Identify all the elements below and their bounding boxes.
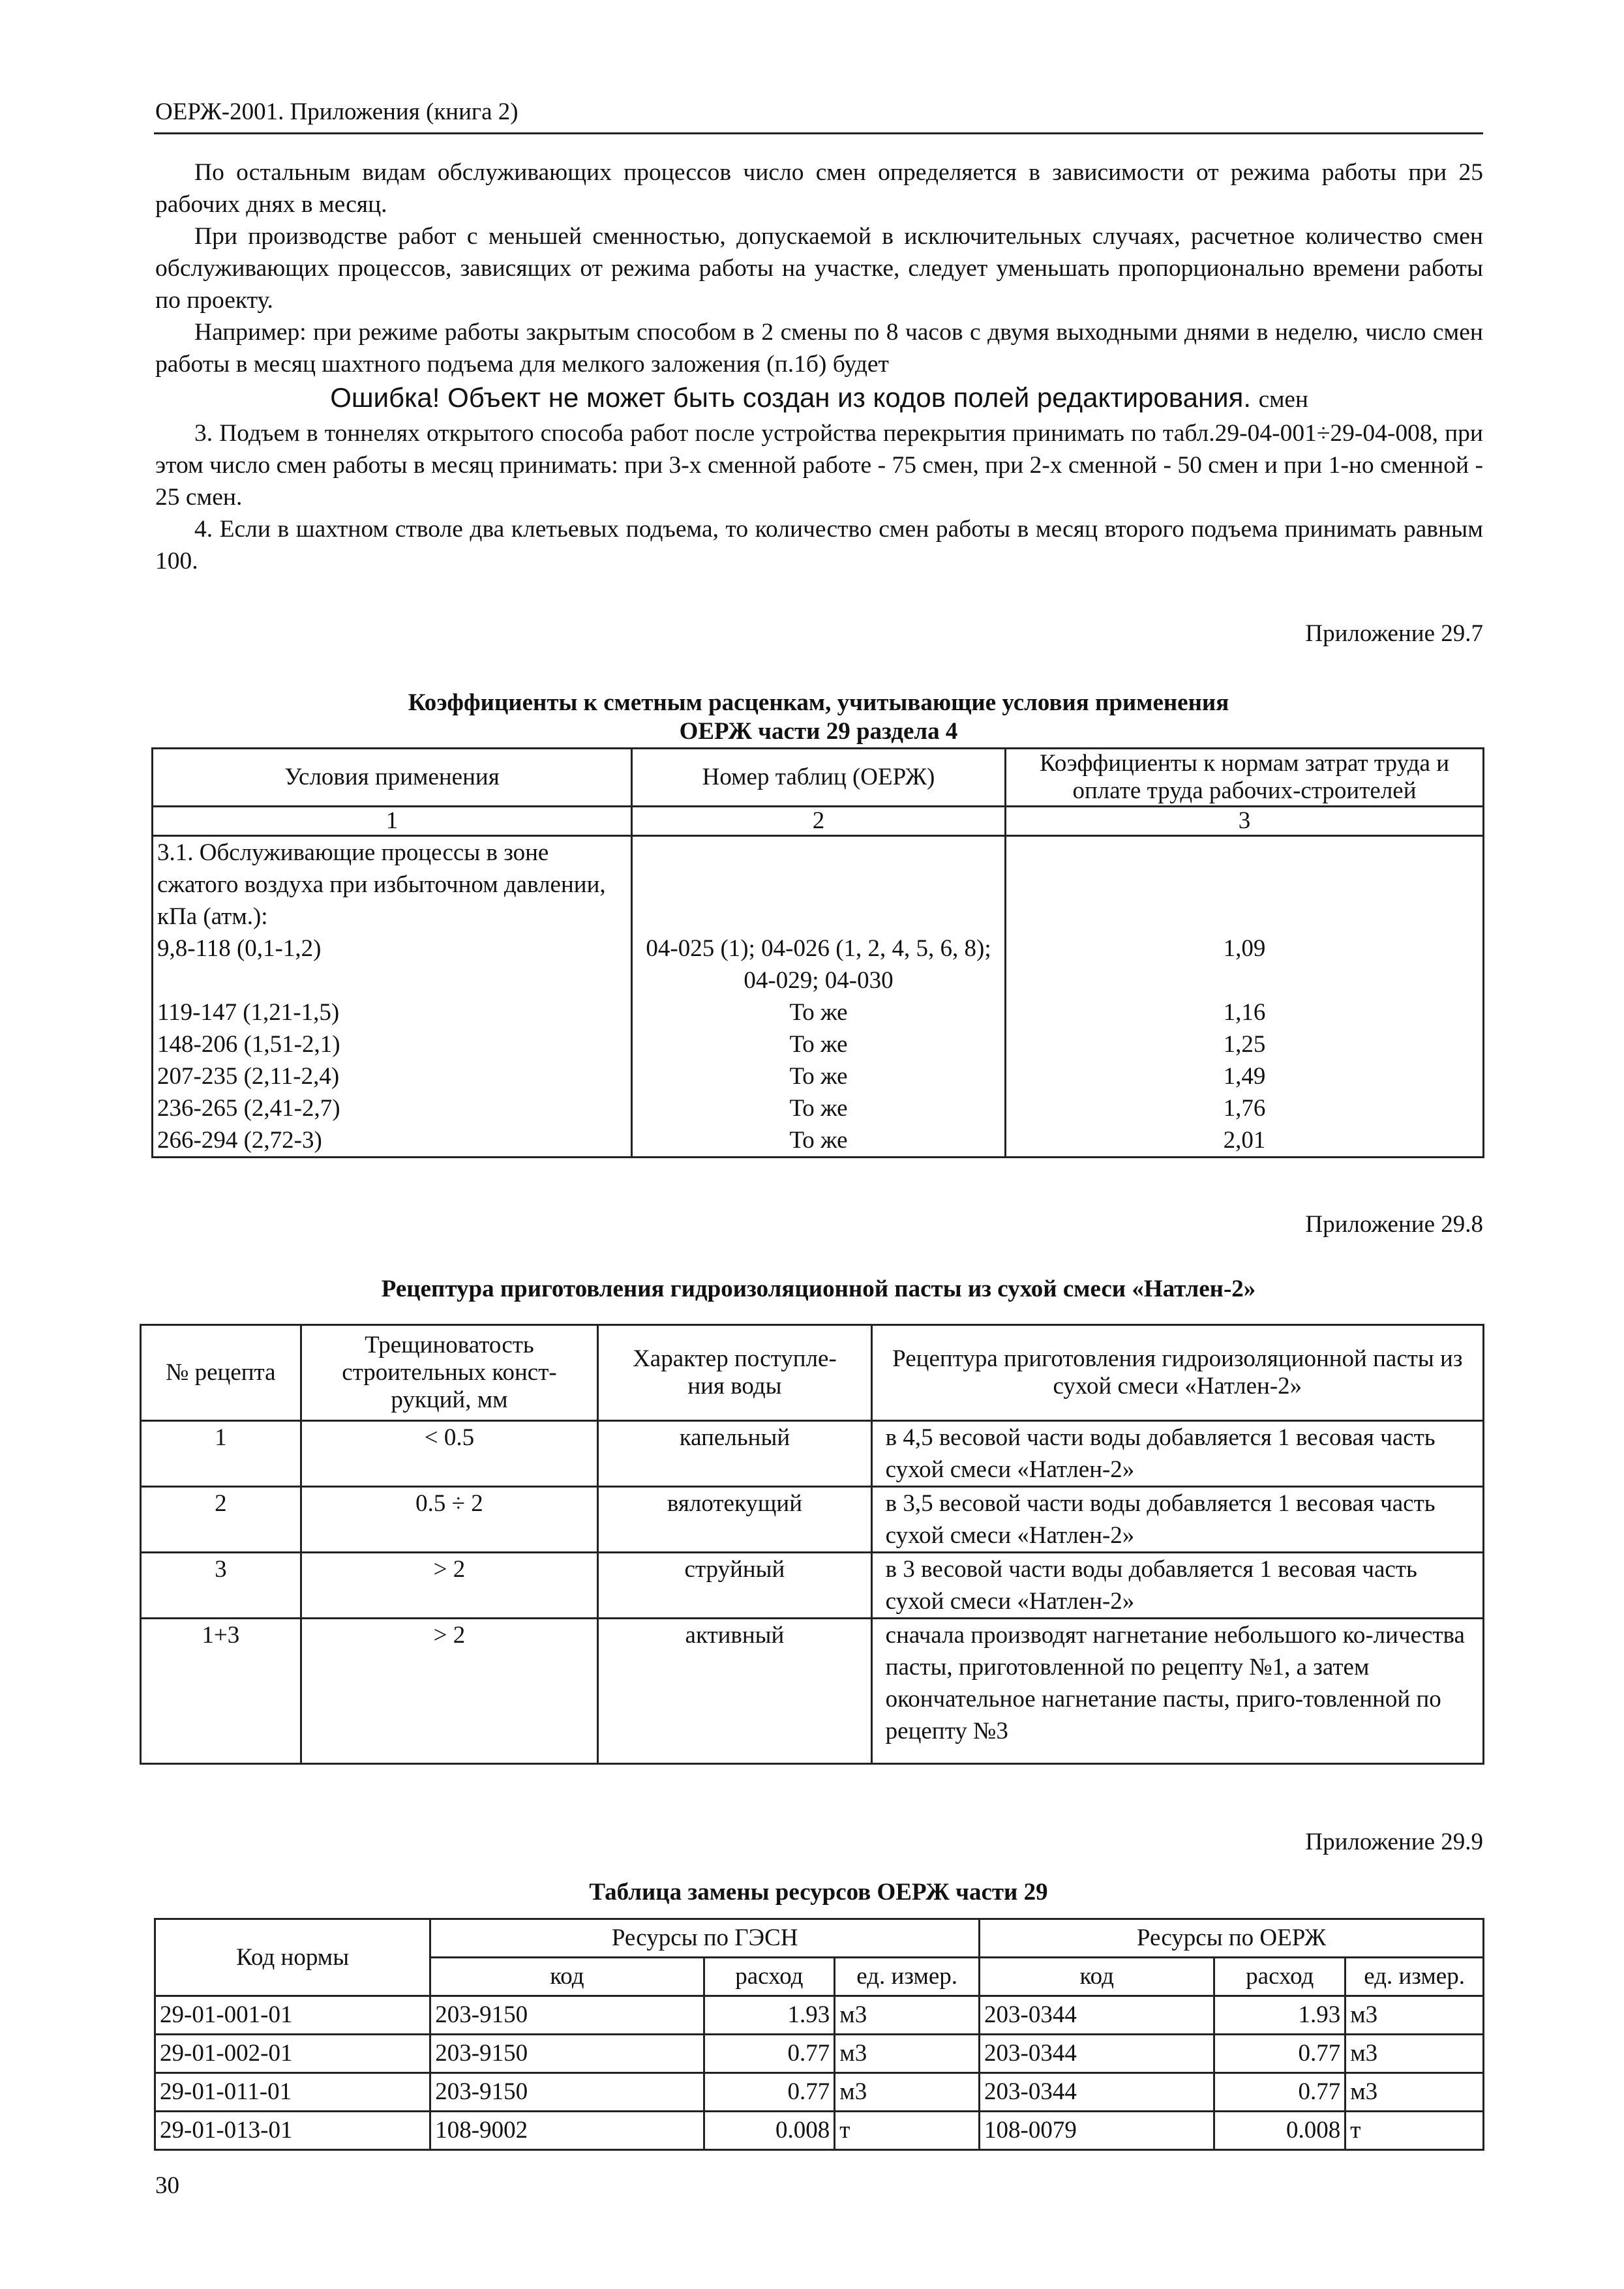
recipe-table [140,1324,1484,1765]
condition-value: 207-235 (2,11-2,4) [157,1063,340,1090]
caption-line: Коэффициенты к сметным расценкам, учитывающие условия применения [408,689,1229,716]
oerzh-rate: 0.77 [1214,2073,1346,2112]
appendix-label-29-9: Приложение 29.9 [1305,1829,1483,1855]
gesn-code: 203-9150 [430,1996,704,2035]
gesn-unit: м3 [835,2073,980,2112]
field-error-line [155,380,1483,417]
recipe-text: в 3,5 весовой части воды добавляется 1 весовая часть сухой смеси «Натлен-2» [871,1487,1483,1553]
running-header: ОЕРЖ-2001. Приложения (книга 2) [155,98,519,125]
table-row [141,1421,1484,1487]
oerzh-code: 203-0344 [980,1996,1214,2035]
oerzh-rate: 0.77 [1214,2035,1346,2073]
gesn-unit: т [835,2112,980,2150]
header-recipe-number: № рецепта [141,1325,301,1421]
oerzh-unit: м3 [1346,1996,1484,2035]
water-type: струйный [598,1553,871,1619]
subheader-code: код [980,1958,1214,1996]
header-coefficients: Коэффициенты к нормам затрат труда и оплате труда рабочих-строителей [1006,749,1484,807]
header-gesn-resources: Ресурсы по ГЭСН [430,1919,980,1958]
oerzh-rate: 0.008 [1214,2112,1346,2150]
paragraph: 3. Подъем в тоннелях открытого способа работ после устройства перекрытия принимать по табл.29-04-001÷29-04-008, при этом число смен работы в месяц принимать: при 3-х сменной работе - 75 смен, при 2-х сменной - 50 смен и при 1-но сменной - 25 смен. [155,420,1483,511]
tables-cell [632,836,1006,1158]
coef-value: 2,01 [1223,1127,1266,1154]
recipe-number: 3 [141,1553,301,1619]
recipe-text: в 4,5 весовой части воды добавляется 1 весовая часть сухой смеси «Натлен-2» [871,1421,1483,1487]
table-caption-29-8: Рецептура приготовления гидроизоляционной пасты из сухой смеси «Натлен-2» [381,1276,1256,1302]
header-rule [154,132,1483,134]
col-number: 2 [632,807,1006,836]
water-type: вялотекущий [598,1487,871,1553]
norm-code: 29-01-013-01 [155,2112,430,2150]
table-row [141,1487,1484,1553]
table-row [155,1996,1484,2035]
header-conditions: Условия применения [153,749,632,807]
table-body-row [153,836,1484,1158]
norm-code: 29-01-002-01 [155,2035,430,2073]
water-type: активный [598,1619,871,1764]
coefficients-table [151,747,1484,1158]
table-row [155,2112,1484,2150]
col-number: 3 [1006,807,1484,836]
recipe-text: сначала производят нагнетание небольшого ко-личества пасты, приготовленной по рецепту №1, а затем окончательное нагнетание пасты, приго-товленной по рецепту №3 [871,1619,1483,1764]
gesn-rate: 0.008 [704,2112,835,2150]
norm-code: 29-01-011-01 [155,2073,430,2112]
paragraph: По остальным видам обслуживающих процессов число смен определяется в зависимости от режима работы при 25 рабочих днях в месяц. [155,159,1483,218]
subheader-unit: ед. измер. [1346,1958,1484,1996]
gesn-rate: 0.77 [704,2035,835,2073]
oerzh-unit: т [1346,2112,1484,2150]
recipe-number: 2 [141,1487,301,1553]
resource-replacement-table [154,1918,1484,2151]
coef-value: 1,49 [1223,1063,1266,1090]
table-row [155,2035,1484,2073]
subheader-rate: расход [704,1958,835,1996]
table-header-row [153,749,1484,807]
table-number-value: То же [789,999,848,1026]
paragraph: 4. Если в шахтном стволе два клетьевых подъема, то количество смен работы в месяц второго подъема принимать равным 100. [155,516,1483,575]
subheader-unit: ед. измер. [835,1958,980,1996]
body-text [155,157,1483,577]
gesn-rate: 1.93 [704,1996,835,2035]
gesn-unit: м3 [835,1996,980,2035]
conditions-cell [153,836,632,1158]
column-number-row [153,807,1484,836]
crack-width: > 2 [301,1553,598,1619]
paragraph: При производстве работ с меньшей сменностью, допускаемой в исключительных случаях, расчетное количество смен обслуживающих процессов, зависящих от режима работы на участке, следует уменьшать пропорционально времени работы по проекту. [155,223,1483,314]
crack-width: 0.5 ÷ 2 [301,1487,598,1553]
section-title: 3.1. Обслуживающие процессы в зоне сжатого воздуха при избыточном давлении, кПа (атм.): [157,839,606,930]
water-type: капельный [598,1421,871,1487]
table-number-value: То же [789,1063,848,1090]
table-caption-29-9: Таблица замены ресурсов ОЕРЖ части 29 [589,1879,1048,1906]
table-number-value: То же [789,1031,848,1058]
subheader-rate: расход [1214,1958,1346,1996]
table-caption-29-7 [154,689,1483,746]
caption-line: ОЕРЖ части 29 раздела 4 [679,718,958,745]
gesn-unit: м3 [835,2035,980,2073]
coef-cell [1006,836,1484,1158]
table-number-value: 04-025 (1); 04-026 (1, 2, 4, 5, 6, 8); 04-029; 04-030 [646,935,991,994]
error-text: Ошибка! Объект не может быть создан из кодов полей редактирования. [330,382,1252,413]
condition-value: 9,8-118 (0,1-1,2) [157,935,322,962]
oerzh-code: 203-0344 [980,2073,1214,2112]
col-number: 1 [153,807,632,836]
header-table-numbers: Номер таблиц (ОЕРЖ) [632,749,1006,807]
coef-value: 1,09 [1223,935,1266,962]
norm-code: 29-01-001-01 [155,1996,430,2035]
coef-value: 1,25 [1223,1031,1266,1058]
header-recipe: Рецептура приготовления гидроизоляционной пасты из сухой смеси «Натлен-2» [871,1325,1483,1421]
gesn-code: 203-9150 [430,2035,704,2073]
recipe-number: 1+3 [141,1619,301,1764]
coef-value: 1,16 [1223,999,1266,1026]
oerzh-code: 203-0344 [980,2035,1214,2073]
condition-value: 119-147 (1,21-1,5) [157,999,340,1026]
gesn-code: 203-9150 [430,2073,704,2112]
condition-value: 148-206 (1,51-2,1) [157,1031,340,1058]
recipe-number: 1 [141,1421,301,1487]
table-number-value: То же [789,1127,848,1154]
page-number: 30 [155,2172,179,2199]
crack-width: < 0.5 [301,1421,598,1487]
table-row [155,2073,1484,2112]
error-unit: смен [1258,386,1308,413]
table-header-row [141,1325,1484,1421]
appendix-label-29-7: Приложение 29.7 [1305,620,1483,647]
condition-value: 266-294 (2,72-3) [157,1127,322,1154]
header-crack-width: Трещиноватость строительных конст-рукций, мм [301,1325,598,1421]
condition-value: 236-265 (2,41-2,7) [157,1095,340,1122]
appendix-label-29-8: Приложение 29.8 [1305,1211,1483,1238]
oerzh-code: 108-0079 [980,2112,1214,2150]
header-water-type: Характер поступле-ния воды [598,1325,871,1421]
paragraph: Например: при режиме работы закрытым способом в 2 смены по 8 часов с двумя выходными днями в неделю, число смен работы в месяц шахтного подъема для мелкого заложения (п.1б) будет [155,319,1483,378]
table-number-value: То же [789,1095,848,1122]
subheader-code: код [430,1958,704,1996]
recipe-text: в 3 весовой части воды добавляется 1 весовая часть сухой смеси «Натлен-2» [871,1553,1483,1619]
gesn-rate: 0.77 [704,2073,835,2112]
coef-value: 1,76 [1223,1095,1266,1122]
table-row [141,1619,1484,1764]
gesn-code: 108-9002 [430,2112,704,2150]
table-header-row [155,1919,1484,1958]
header-oerzh-resources: Ресурсы по ОЕРЖ [980,1919,1484,1958]
crack-width: > 2 [301,1619,598,1764]
header-norm-code: Код нормы [155,1919,430,1996]
table-row [141,1553,1484,1619]
oerzh-rate: 1.93 [1214,1996,1346,2035]
oerzh-unit: м3 [1346,2035,1484,2073]
oerzh-unit: м3 [1346,2073,1484,2112]
